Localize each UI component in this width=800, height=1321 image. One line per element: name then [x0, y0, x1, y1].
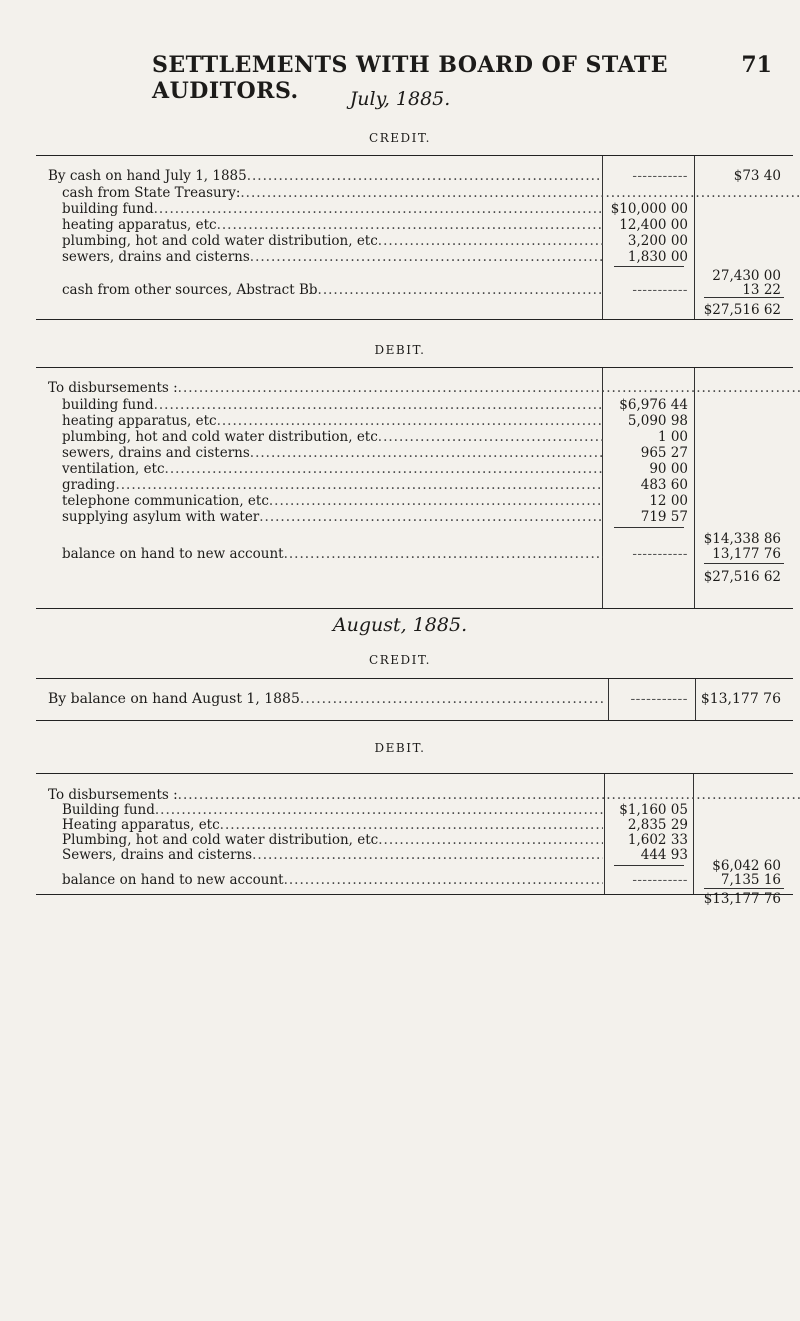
row-total: $13,177 76 [700, 691, 781, 707]
july-credit-table [36, 155, 793, 320]
row-total: 13 22 [742, 282, 781, 298]
table-row [36, 891, 793, 907]
running-title: SETTLEMENTS WITH BOARD OF STATE AUDITORS. [152, 52, 669, 104]
august-debit-heading: DEBIT. [374, 741, 426, 755]
total-rule [704, 297, 784, 298]
table-row [36, 429, 793, 445]
august-credit-table [36, 678, 793, 721]
table-row [36, 445, 793, 461]
row-label: balance on hand to new account ..... [62, 546, 603, 562]
grand-total: $27,516 62 [703, 302, 781, 318]
row-amount: 1,830 00 [627, 249, 688, 265]
august-debit-table [36, 773, 793, 895]
row-total: 7,135 16 [720, 872, 781, 888]
table-row [36, 185, 793, 201]
row-label: plumbing, hot and cold water distribution, etc ..... [62, 429, 603, 445]
row-amount: $10,000 00 [610, 201, 688, 217]
table-row [36, 691, 793, 707]
row-total: $6,042 60 [712, 858, 781, 874]
row-label: To disbursements : ..... [48, 380, 603, 396]
table-row [36, 509, 793, 525]
row-label: telephone communication, etc ..... [62, 493, 603, 509]
row-label: balance on hand to new account ..... [62, 872, 603, 888]
row-amount: 5,090 98 [627, 413, 688, 429]
row-label: cash from State Treasury: ..... [62, 185, 603, 201]
table-row [36, 282, 793, 298]
row-label: cash from other sources, Abstract Bb ..... [62, 282, 603, 298]
total-rule [704, 563, 784, 564]
row-label: ventilation, etc ..... [62, 461, 603, 477]
row-label: sewers, drains and cisterns ..... [62, 249, 603, 265]
row-amount: 483 60 [640, 477, 688, 493]
row-label: To disbursements : ..... [48, 787, 603, 803]
row-placeholder [606, 546, 688, 562]
row-amount: $6,976 44 [619, 397, 688, 413]
row-amount: 3,200 00 [627, 233, 688, 249]
row-amount: 719 57 [640, 509, 688, 525]
row-amount: 90 00 [649, 461, 688, 477]
table-row [36, 787, 793, 803]
table-row [36, 802, 793, 818]
table-row [36, 380, 793, 396]
grand-total: $27,516 62 [703, 569, 781, 585]
august-credit-heading: CREDIT. [369, 653, 431, 667]
row-label: Heating apparatus, etc ..... [62, 817, 603, 833]
row-label: building fund ..... [62, 397, 603, 413]
row-label: grading ..... [62, 477, 603, 493]
table-row [36, 493, 793, 509]
row-amount: 965 27 [640, 445, 688, 461]
row-amount: 12,400 00 [619, 217, 688, 233]
row-label: Sewers, drains and cisterns ..... [62, 847, 603, 863]
row-amount: 1,602 33 [627, 832, 688, 848]
grand-total: $13,177 76 [703, 891, 781, 907]
row-total: 13,177 76 [712, 546, 781, 562]
table-row [36, 477, 793, 493]
table-row [36, 546, 793, 562]
table-row [36, 569, 793, 585]
table-row [36, 461, 793, 477]
table-row [36, 413, 793, 429]
row-amount: 444 93 [640, 847, 688, 863]
subtotal-rule [614, 266, 684, 267]
row-placeholder [606, 168, 688, 184]
row-label: plumbing, hot and cold water distribution, etc ..... [62, 233, 603, 249]
row-label: sewers, drains and cisterns ..... [62, 445, 603, 461]
row-amount: 2,835 29 [627, 817, 688, 833]
row-label: By balance on hand August 1, 1885 ..... [48, 691, 603, 707]
row-label: heating apparatus, etc ..... [62, 413, 603, 429]
row-total: $14,338 86 [703, 531, 781, 547]
table-row [36, 397, 793, 413]
table-row [36, 201, 793, 217]
table-row [36, 233, 793, 249]
july-debit-heading: DEBIT. [374, 343, 426, 357]
row-amount: 12 00 [649, 493, 688, 509]
august-title: August, 1885. [332, 614, 468, 636]
table-row [36, 872, 793, 888]
row-placeholder [606, 691, 688, 707]
table-row [36, 817, 793, 833]
row-label: Plumbing, hot and cold water distribution, etc ..... [62, 832, 603, 848]
table-row [36, 302, 793, 318]
july-credit-heading: CREDIT. [369, 131, 431, 145]
table-row [36, 531, 793, 547]
row-label: supplying asylum with water ..... [62, 509, 603, 525]
row-placeholder [606, 872, 688, 888]
july-title: July, 1885. [349, 88, 451, 110]
row-amount: $1,160 05 [619, 802, 688, 818]
row-placeholder [606, 282, 688, 298]
row-label: By cash on hand July 1, 1885 ..... [48, 168, 603, 184]
row-label: building fund ..... [62, 201, 603, 217]
table-row [36, 168, 793, 184]
july-debit-table [36, 367, 793, 609]
row-label: Building fund ..... [62, 802, 603, 818]
row-total: $73 40 [733, 168, 781, 184]
row-total: 27,430 00 [712, 268, 781, 284]
table-row [36, 249, 793, 265]
page-number: 71 [741, 52, 772, 78]
table-row [36, 217, 793, 233]
table-row [36, 832, 793, 848]
total-rule [704, 888, 784, 889]
row-label: heating apparatus, etc ..... [62, 217, 603, 233]
subtotal-rule [614, 527, 684, 528]
row-amount: 1 00 [657, 429, 688, 445]
